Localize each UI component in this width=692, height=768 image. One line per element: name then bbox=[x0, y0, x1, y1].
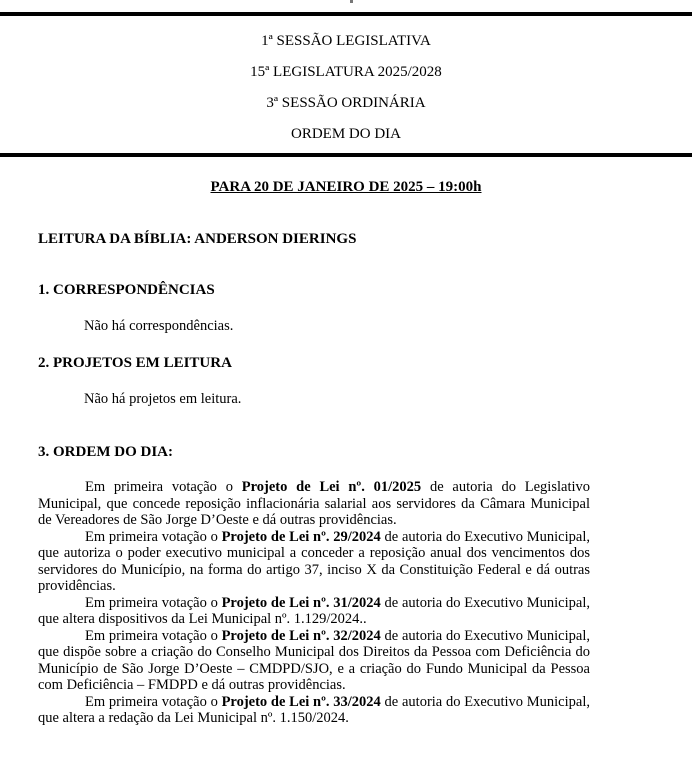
agenda-item: Em primeira votação o Projeto de Lei nº. 29/2024 de autoria do Executivo Municipal, que autoriza o poder executivo municipal a conceder a reposição anual dos vencimentos dos servidores do Município, na forma do artigo 37, inciso X da Constituição Federal e dá outras providências. bbox=[38, 528, 590, 594]
session-date: PARA 20 DE JANEIRO DE 2025 – 19:00h bbox=[210, 179, 482, 195]
agenda-item: Em primeira votação o Projeto de Lei nº. 01/2025 de autoria do Legislativo Municipal, que concede reposição inflacionária salarial aos servidores da Câmara Municipal de Vereadores de São Jorge D’Oeste e dá outras providências. bbox=[38, 479, 591, 528]
project-number: Projeto de Lei nº. 01/2025 bbox=[241, 479, 422, 495]
header-top-rule bbox=[0, 12, 692, 16]
session-title: 1ª SESSÃO LEGISLATIVA bbox=[261, 33, 431, 49]
project-number: Projeto de Lei nº. 29/2024 bbox=[221, 528, 381, 545]
ordinary-session-title: 3ª SESSÃO ORDINÁRIA bbox=[266, 95, 426, 111]
section-agenda-title: 3. ORDEM DO DIA: bbox=[38, 444, 173, 460]
header-bottom-rule bbox=[0, 153, 692, 157]
section-correspondences-title: 1. CORRESPONDÊNCIAS bbox=[38, 282, 215, 298]
agenda-item: Em primeira votação o Projeto de Lei nº. 31/2024 de autoria do Executivo Municipal, que altera dispositivos da Lei Municipal nº. 1.129/2024.. bbox=[38, 594, 590, 627]
section-projects-title: 2. PROJETOS EM LEITURA bbox=[38, 355, 232, 371]
page-mark bbox=[350, 0, 353, 3]
project-number: Projeto de Lei nº. 33/2024 bbox=[221, 693, 381, 710]
project-number: Projeto de Lei nº. 32/2024 bbox=[221, 627, 381, 644]
agenda-item: Em primeira votação o Projeto de Lei nº. 33/2024 de autoria do Executivo Municipal, que altera a redação da Lei Municipal nº. 1.150/2024. bbox=[38, 693, 590, 726]
legislature-title: 15ª LEGISLATURA 2025/2028 bbox=[250, 64, 442, 80]
agenda-items bbox=[38, 479, 590, 727]
agenda-title: ORDEM DO DIA bbox=[291, 126, 401, 142]
agenda-item: Em primeira votação o Projeto de Lei nº. 32/2024 de autoria do Executivo Municipal, que dispõe sobre a criação do Conselho Municipal dos Direitos da Pessoa com Deficiência do Município de São Jorge D’Oeste – CMDPD/SJO, e a criação do Fundo Municipal da Pessoa com Deficiência – FMDPD e dá outras providências. bbox=[38, 627, 590, 693]
section-projects-note: Não há projetos em leitura. bbox=[84, 391, 242, 407]
project-number: Projeto de Lei nº. 31/2024 bbox=[221, 594, 381, 611]
bible-reading: LEITURA DA BÍBLIA: ANDERSON DIERINGS bbox=[38, 231, 357, 247]
section-correspondences-note: Não há correspondências. bbox=[84, 318, 234, 334]
